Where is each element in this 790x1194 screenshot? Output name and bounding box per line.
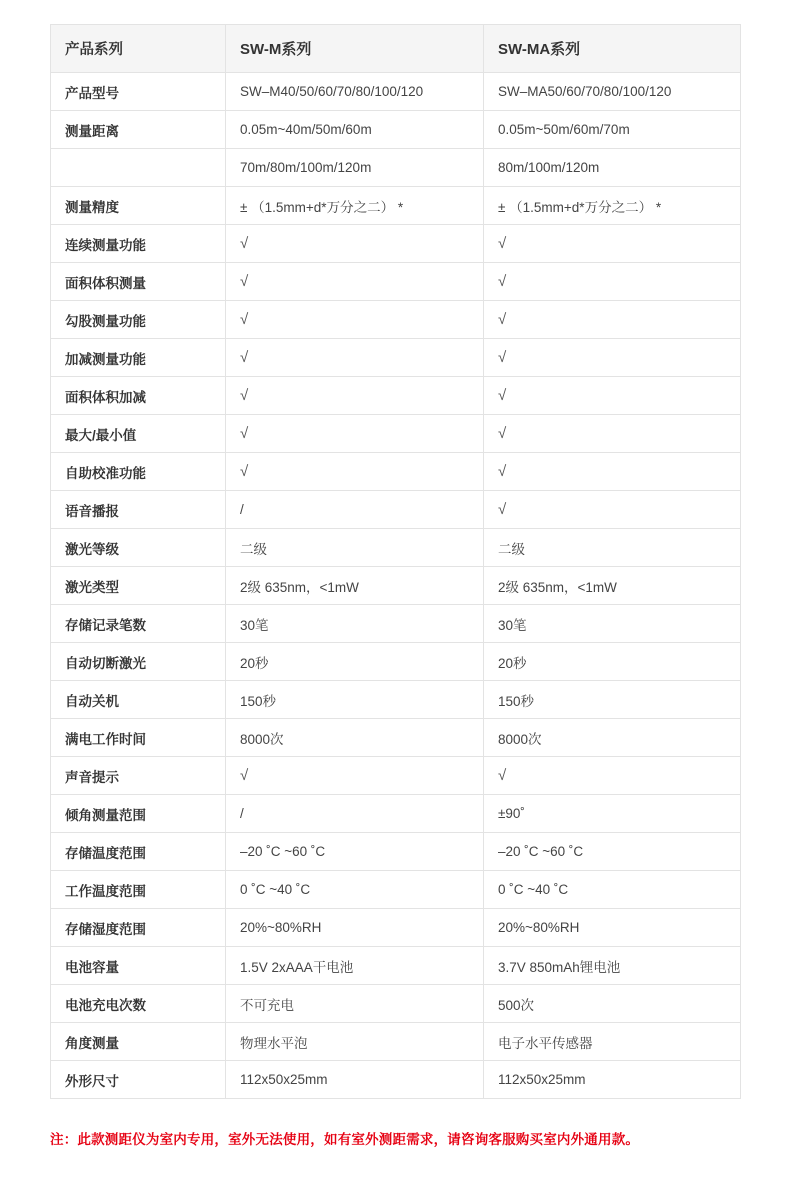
row-value-sw-m: / (226, 491, 484, 529)
row-label: 自动关机 (51, 681, 226, 719)
check-icon: √ (498, 273, 507, 290)
table-row (51, 567, 741, 605)
footnote-text: 此款测距仪为室内专用，室外无法使用，如有室外测距需求，请咨询客服购买室内外通用款。 (77, 1132, 640, 1147)
row-label: 存储湿度范围 (51, 909, 226, 947)
table-row (51, 947, 741, 985)
row-value-sw-m (226, 377, 484, 415)
row-value-sw-ma: 电子水平传感器 (484, 1023, 741, 1061)
specification-table (50, 24, 741, 1099)
column-header-series: 产品系列 (51, 25, 226, 73)
row-label: 倾角测量范围 (51, 795, 226, 833)
table-row (51, 1061, 741, 1099)
row-label: 勾股测量功能 (51, 301, 226, 339)
row-label: 自动切断激光 (51, 643, 226, 681)
table-row (51, 415, 741, 453)
table-row (51, 529, 741, 567)
table-row (51, 225, 741, 263)
row-value-sw-m (226, 339, 484, 377)
row-value-sw-ma (484, 263, 741, 301)
row-label: 电池充电次数 (51, 985, 226, 1023)
row-value-sw-ma (484, 301, 741, 339)
table-row (51, 339, 741, 377)
check-icon: √ (498, 425, 507, 442)
row-value-sw-m: 150秒 (226, 681, 484, 719)
table-header-row (51, 25, 741, 73)
table-row (51, 377, 741, 415)
check-icon: √ (240, 273, 249, 290)
row-value-sw-m: 30笔 (226, 605, 484, 643)
table-row (51, 1023, 741, 1061)
row-value-sw-m-line1: 0.05m~40m/50m/60m (240, 122, 372, 137)
row-label: 满电工作时间 (51, 719, 226, 757)
row-value-sw-m (226, 301, 484, 339)
table-row (51, 719, 741, 757)
row-value-sw-m: 二级 (226, 529, 484, 567)
check-icon: √ (498, 387, 507, 404)
row-label: 自助校准功能 (51, 453, 226, 491)
check-icon: √ (498, 311, 507, 328)
row-value-sw-m: 20%~80%RH (226, 909, 484, 947)
row-value-sw-m (226, 415, 484, 453)
check-icon: √ (498, 501, 507, 518)
footnote (50, 1128, 639, 1148)
row-label: 工作温度范围 (51, 871, 226, 909)
check-icon: √ (240, 349, 249, 366)
row-value-sw-ma: 30笔 (484, 605, 741, 643)
table-row (51, 643, 741, 681)
row-value-sw-m: ± （1.5mm+d*万分之二） * (226, 187, 484, 225)
row-value-sw-m: 0 ˚C ~40 ˚C (226, 871, 484, 909)
row-value-sw-ma: 112x50x25mm (484, 1061, 741, 1099)
row-value-sw-m: 2级 635nm，<1mW (226, 567, 484, 605)
row-label: 激光等级 (51, 529, 226, 567)
row-label: 面积体积测量 (51, 263, 226, 301)
check-icon: √ (240, 311, 249, 328)
row-value-sw-m: 物理水平泡 (226, 1023, 484, 1061)
row-label: 存储温度范围 (51, 833, 226, 871)
row-value-sw-ma (484, 225, 741, 263)
table-row (51, 833, 741, 871)
table-row (51, 909, 741, 947)
table-row (51, 985, 741, 1023)
row-value-sw-ma-line2: 80m/100m/120m (484, 149, 741, 187)
row-value-sw-ma: ±90˚ (484, 795, 741, 833)
table-header (51, 25, 741, 73)
check-icon: √ (240, 387, 249, 404)
check-icon: √ (498, 235, 507, 252)
row-label: 最大/最小值 (51, 415, 226, 453)
row-label: 电池容量 (51, 947, 226, 985)
row-value-sw-ma: –20 ˚C ~60 ˚C (484, 833, 741, 871)
row-value-sw-ma: 二级 (484, 529, 741, 567)
row-value-sw-ma: SW–MA50/60/70/80/100/120 (484, 73, 741, 111)
row-value-sw-ma (484, 111, 741, 149)
row-value-sw-ma: 500次 (484, 985, 741, 1023)
table-row (51, 301, 741, 339)
row-value-sw-m: 20秒 (226, 643, 484, 681)
row-value-sw-m-line2: 70m/80m/100m/120m (226, 149, 484, 187)
table-row (51, 795, 741, 833)
row-value-sw-ma: 8000次 (484, 719, 741, 757)
row-label: 测量精度 (51, 187, 226, 225)
row-value-sw-m: 不可充电 (226, 985, 484, 1023)
row-value-sw-m: 1.5V 2xAAA干电池 (226, 947, 484, 985)
table-row (51, 757, 741, 795)
row-value-sw-ma: 2级 635nm，<1mW (484, 567, 741, 605)
row-value-sw-ma (484, 757, 741, 795)
check-icon: √ (240, 463, 249, 480)
table-row (51, 871, 741, 909)
table-row (51, 263, 741, 301)
row-value-sw-m: –20 ˚C ~60 ˚C (226, 833, 484, 871)
row-value-sw-ma: 0 ˚C ~40 ˚C (484, 871, 741, 909)
row-value-sw-m (226, 757, 484, 795)
row-value-sw-ma: 20%~80%RH (484, 909, 741, 947)
table-row (51, 73, 741, 111)
column-header-sw-m: SW-M系列 (226, 25, 484, 73)
row-value-sw-m: / (226, 795, 484, 833)
row-value-sw-m (226, 263, 484, 301)
table-row (51, 681, 741, 719)
row-value-sw-ma (484, 491, 741, 529)
row-label: 加减测量功能 (51, 339, 226, 377)
row-value-sw-m: 112x50x25mm (226, 1061, 484, 1099)
table-row (51, 453, 741, 491)
row-label: 连续测量功能 (51, 225, 226, 263)
check-icon: √ (498, 349, 507, 366)
column-header-sw-ma: SW-MA系列 (484, 25, 741, 73)
row-value-sw-ma: ± （1.5mm+d*万分之二） * (484, 187, 741, 225)
row-label: 激光类型 (51, 567, 226, 605)
table-row (51, 187, 741, 225)
row-label: 外形尺寸 (51, 1061, 226, 1099)
row-value-sw-ma: 3.7V 850mAh锂电池 (484, 947, 741, 985)
check-icon: √ (240, 425, 249, 442)
row-value-sw-ma: 20秒 (484, 643, 741, 681)
row-label: 语音播报 (51, 491, 226, 529)
row-value-sw-ma: 150秒 (484, 681, 741, 719)
row-value-sw-m (226, 225, 484, 263)
table-row (51, 111, 741, 149)
row-value-sw-ma (484, 377, 741, 415)
row-label-empty (51, 149, 226, 187)
row-label: 产品型号 (51, 73, 226, 111)
check-icon: √ (240, 235, 249, 252)
footnote-lead: 注： (50, 1132, 78, 1147)
table-row (51, 491, 741, 529)
table-row-continuation (51, 149, 741, 187)
row-value-sw-m (226, 453, 484, 491)
table-row (51, 605, 741, 643)
check-icon: √ (498, 463, 507, 480)
row-value-sw-ma (484, 453, 741, 491)
row-value-sw-m: SW–M40/50/60/70/80/100/120 (226, 73, 484, 111)
row-label: 角度测量 (51, 1023, 226, 1061)
row-label: 存储记录笔数 (51, 605, 226, 643)
row-label: 测量距离 (51, 111, 226, 149)
row-value-sw-ma (484, 339, 741, 377)
table-body (51, 73, 741, 1099)
row-label: 面积体积加减 (51, 377, 226, 415)
check-icon: √ (240, 767, 249, 784)
row-value-sw-m (226, 111, 484, 149)
row-value-sw-ma (484, 415, 741, 453)
check-icon: √ (498, 767, 507, 784)
row-value-sw-m: 8000次 (226, 719, 484, 757)
row-label: 声音提示 (51, 757, 226, 795)
row-value-sw-ma-line1: 0.05m~50m/60m/70m (498, 122, 630, 137)
